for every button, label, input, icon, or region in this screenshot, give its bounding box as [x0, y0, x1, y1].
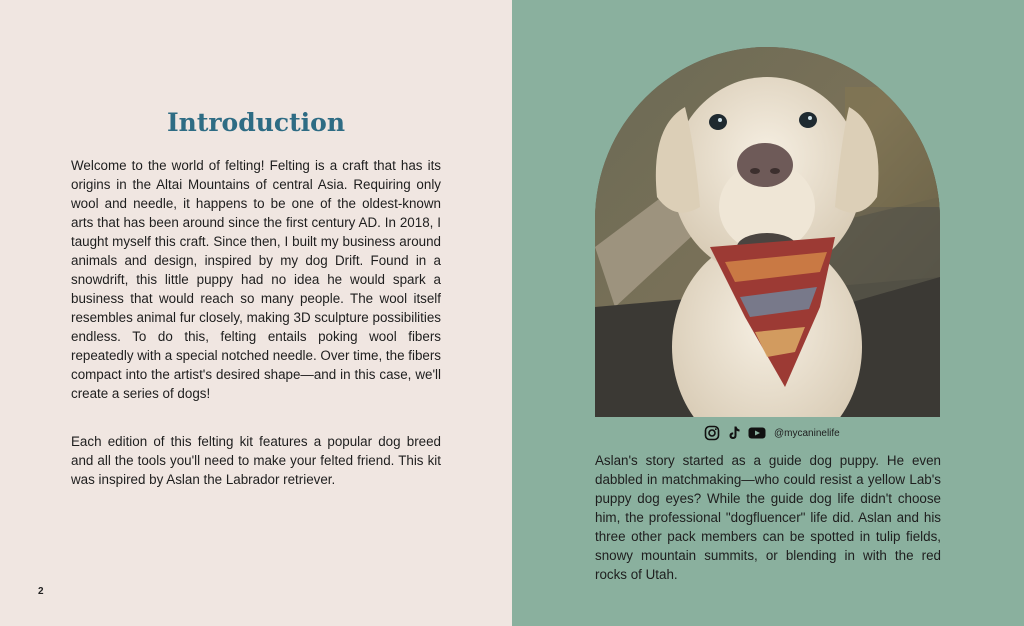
instagram-icon[interactable] — [704, 425, 720, 441]
social-handle[interactable]: @mycaninelife — [774, 427, 840, 439]
youtube-icon[interactable] — [748, 425, 766, 441]
tiktok-icon[interactable] — [726, 425, 742, 441]
intro-paragraph-2: Each edition of this felting kit features a popular dog breed and all the tools you'll need to make your felted friend. This kit was inspired by Aslan the Labrador retriever. — [71, 434, 441, 487]
page-number: 2 — [38, 586, 44, 597]
intro-paragraph-1: Welcome to the world of felting! Felting is a craft that has its origins in the Altai Mountains of central Asia. Requiring only wool and needle, it happens to be one of the oldest-known arts that has been around since the first century AD. In 2018, I taught myself this craft. Since then, I built my business around animals and design, inspired by my dog Drift. Found in a snowdrift, this little puppy had no idea he would spark a business that would reach so many people. The wool itself resembles animal fur closely, making 3D sculpture possibilities endless. To do this, felting entails poking wool fibers repeatedly with a special notched needle. Over time, the fibers compact into the artist's desired shape—and in this case, we'll create a series of dogs! — [71, 158, 441, 401]
social-links — [704, 424, 840, 442]
dog-photo — [595, 47, 940, 417]
aslan-story-paragraph: Aslan's story started as a guide dog puppy. He even dabbled in matchmaking—who could resist a yellow Lab's puppy dog eyes? While the guide dog life didn't choose him, the professional "dogfluencer" life did. Aslan and his three other pack members can be spotted in tulip fields, snowy mountain summits, or blending in with the red rocks of Utah. — [595, 453, 941, 582]
page-title: Introduction — [166, 108, 346, 137]
